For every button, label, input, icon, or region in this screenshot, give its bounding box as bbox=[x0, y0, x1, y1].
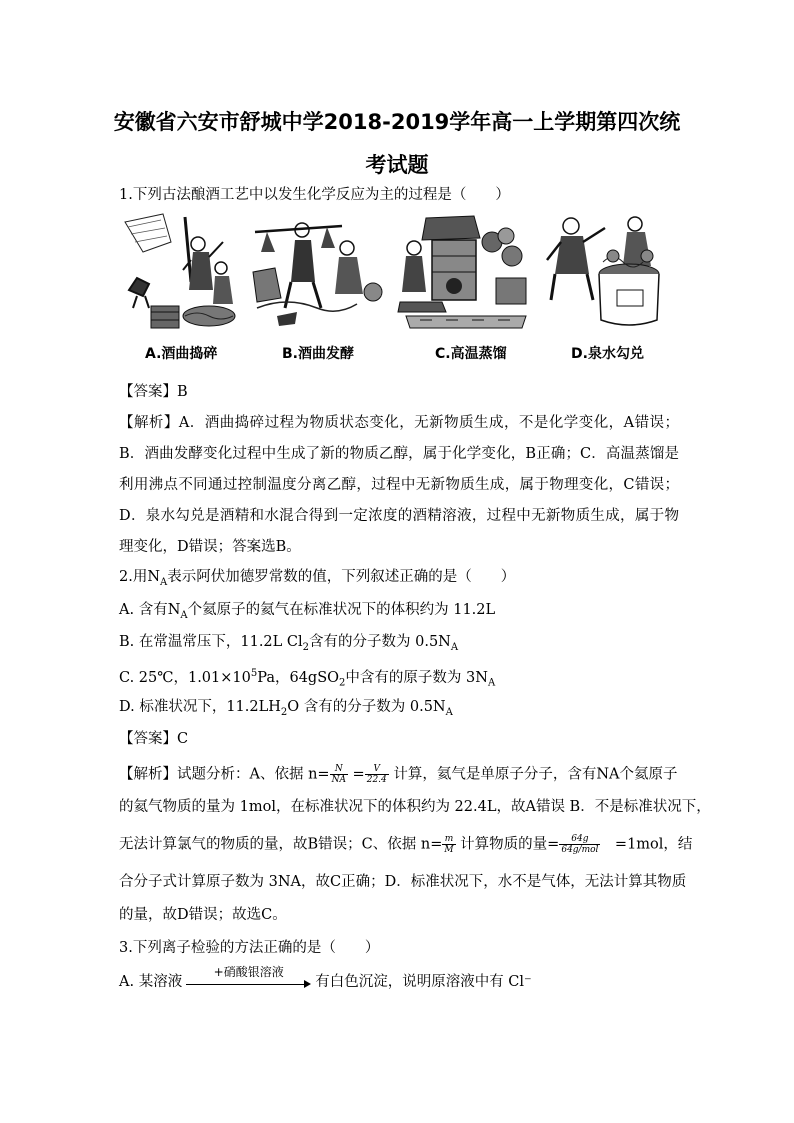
caption-option-b: B.酒曲发酵 bbox=[282, 346, 354, 362]
caption-option-a: A.酒曲捣碎 bbox=[145, 346, 218, 362]
question-1-analysis: 【解析】A．酒曲捣碎过程为物质状态变化，无新物质生成，不是化学变化，A错误；B．酒曲发酵变化过程中生成了新的物质乙醇，属于化学变化，B正确；C．高温蒸馏是利用沸点不同通过控制温度分离乙醇，过程中无新物质生成，属于物理变化，C错误；D．泉水勾兑是酒精和水混合得到一定浓度的酒精溶液，过程中无新物质生成，属于物理变化，D错误；答案选B。 bbox=[119, 415, 679, 555]
illustration-blending bbox=[543, 212, 673, 332]
question-2-answer: 【答案】C bbox=[119, 731, 189, 747]
question-2-option-c: C. 25℃，$1.01\times 10^5Pa$，64gSO$_2$中含有的原子数为 $3N_A$ bbox=[119, 668, 496, 689]
reagent-label: +硝酸银溶液 bbox=[213, 965, 284, 979]
fraction-v-over-22-4: $\frac{V}{22.4}$ bbox=[366, 764, 387, 785]
question-2-analysis-line-2: 的氦气物质的量为 1mol，在标准状况下的体积约为 22.4L，故A错误 B．不是标准状况下， bbox=[119, 799, 711, 815]
question-3-stem: 3.下列离子检验的方法正确的是（ ） bbox=[119, 940, 380, 956]
question-2-analysis-line-5: 的量，故D错误；故选C。 bbox=[119, 907, 287, 923]
question-1-answer: 【答案】B bbox=[119, 384, 188, 400]
caption-option-d: D.泉水勾兑 bbox=[571, 346, 644, 362]
page-title: 安徽省六安市舒城中学2018-2019学年高一上学期第四次统 bbox=[113, 110, 681, 134]
question-2-option-b: B. 在常温常压下，11.2L $Cl_2$含有的分子数为 $0.5N_A$ bbox=[119, 634, 459, 653]
caption-option-c: C.高温蒸馏 bbox=[435, 346, 507, 362]
illustration-distilling bbox=[396, 212, 536, 332]
question-2-option-a: A. 含有$N_A$个氦原子的氦气在标准状况下的体积约为 11.2L bbox=[119, 602, 496, 621]
question-1-stem: 1.下列古法酿酒工艺中以发生化学反应为主的过程是（ ） bbox=[119, 187, 510, 203]
question-2-analysis-line-1: 【解析】试题分析：A、依据 n= $\frac{N}{NA}$ = $\frac{V}{22.4}$ 计算，氦气是单原子分子，含有NA个氦原子 bbox=[119, 764, 678, 785]
question-2-stem: 2.用$N_A$表示阿伏加德罗常数的值，下列叙述正确的是（ ） bbox=[119, 569, 516, 588]
question-2-analysis-line-3: 无法计算氯气的物质的量，故B错误；C、依据 n= $\frac{m}{M}$ 计算物质的量= $\frac{64g}{\text{64g/mol}}$ =1mol，结 bbox=[119, 834, 693, 855]
fraction-n-over-na: $\frac{N}{NA}$ bbox=[331, 764, 346, 785]
question-3-option-a: A. 某溶液 +硝酸银溶液 有白色沉淀，说明原溶液中有 Cl⁻ bbox=[119, 972, 679, 992]
illustration-fermenting bbox=[247, 212, 387, 332]
illustration-crushing bbox=[123, 212, 238, 332]
fraction-64g-over-64g-mol: $\frac{64g}{\text{64g/mol}}$ bbox=[561, 834, 599, 855]
fraction-m-over-m: $\frac{m}{M}$ bbox=[444, 834, 454, 855]
question-2-option-d: D. 标准状况下，$11.2LH_2O$ 含有的分子数为 $0.5N_A$ bbox=[119, 699, 453, 718]
reaction-arrow bbox=[186, 965, 311, 990]
page-title-continued: 考试题 bbox=[365, 153, 429, 177]
question-2-analysis-line-4: 合分子式计算原子数为 3NA，故C正确；D．标准状况下，水不是气体，无法计算其物质 bbox=[119, 874, 687, 890]
